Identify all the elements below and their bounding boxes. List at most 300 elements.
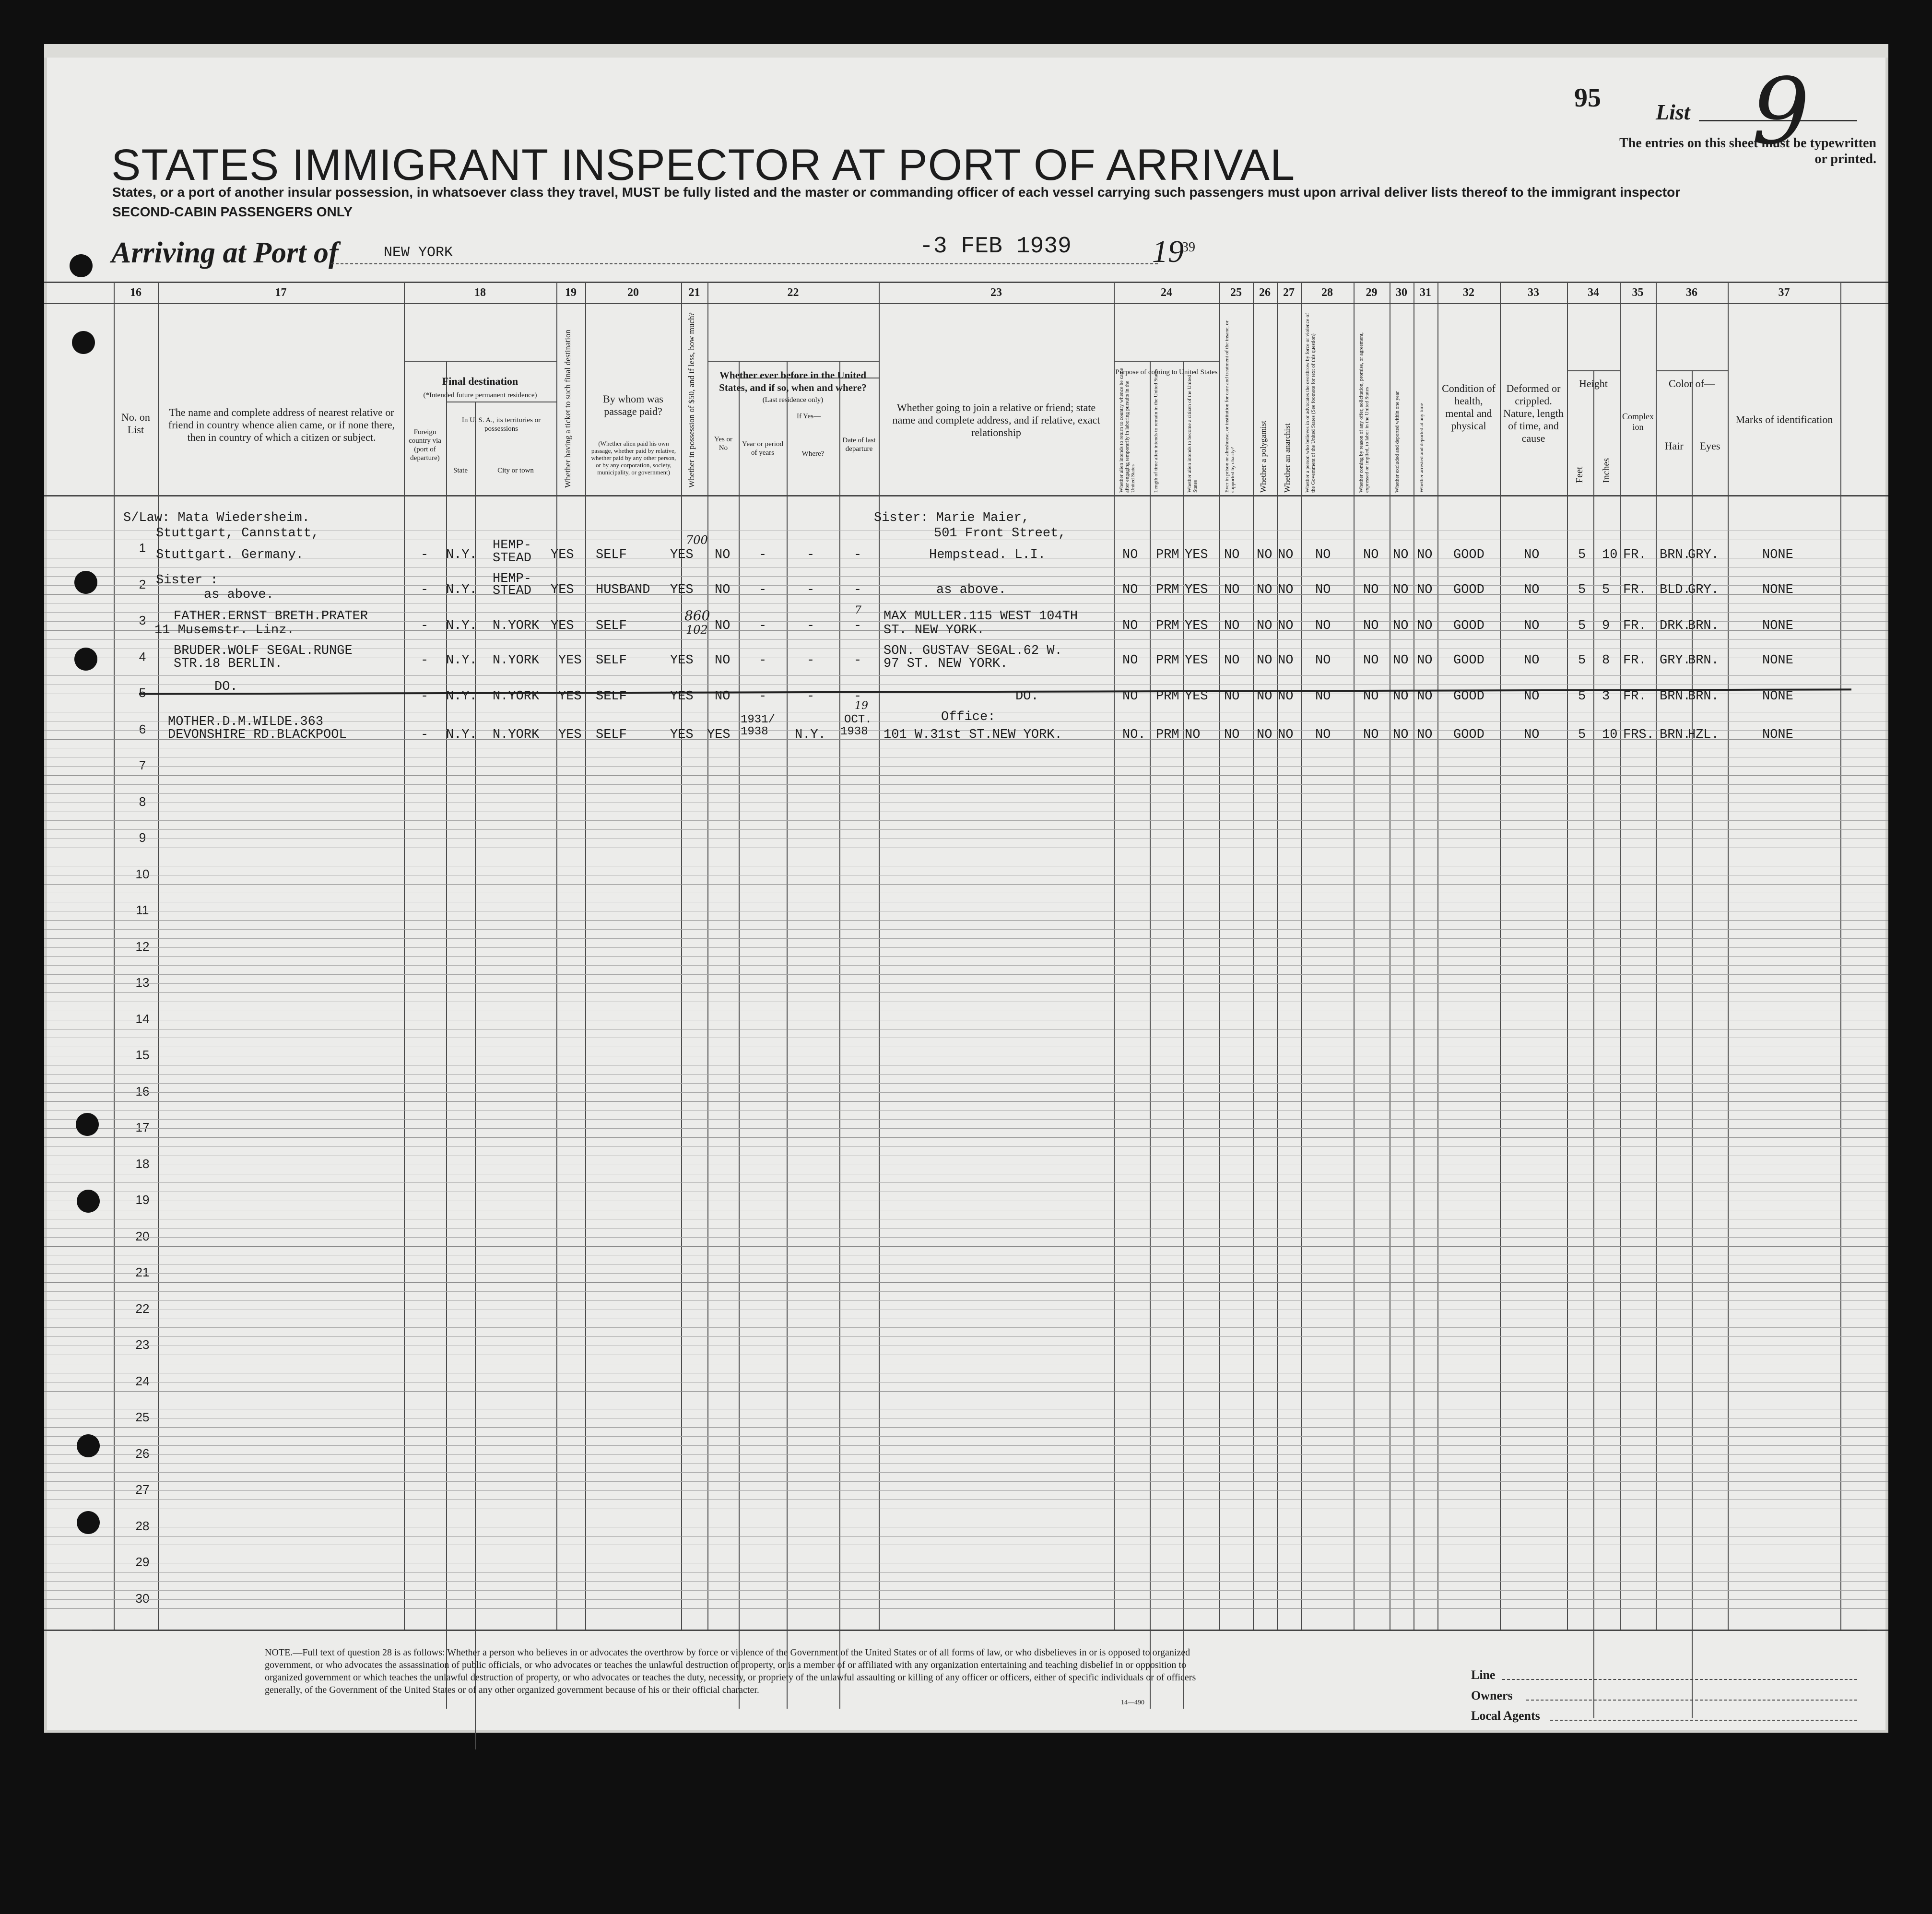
inches-value: 8	[1602, 653, 1610, 668]
row-number: 20	[135, 1229, 150, 1243]
state: N.Y.	[446, 619, 477, 633]
row-rule	[44, 1110, 1888, 1111]
q29-value: NO	[1363, 689, 1379, 704]
prison-value: NO	[1224, 619, 1240, 633]
column-number: 34	[1588, 286, 1599, 299]
deformed-value: NO	[1524, 548, 1540, 562]
money: YES	[670, 728, 694, 742]
q30-value: NO	[1393, 728, 1409, 742]
row-rule	[44, 1137, 1888, 1138]
state: N.Y.	[446, 583, 477, 597]
row-rule	[44, 1237, 1888, 1238]
prison-value: NO	[1224, 583, 1240, 597]
departure: -	[854, 548, 862, 562]
row-rule	[44, 1146, 1888, 1147]
returning-value: NO	[1122, 653, 1138, 668]
subheader-rule	[1656, 370, 1728, 371]
subheader-rule	[1567, 370, 1620, 371]
local-agents-signature-field[interactable]	[1550, 1720, 1857, 1721]
health-value: GOOD	[1453, 619, 1484, 633]
column-number: 18	[474, 286, 486, 299]
hair-value: BRN.	[1660, 728, 1691, 742]
column-rule	[446, 361, 447, 1709]
anarchist-value: NO	[1278, 689, 1294, 704]
header-yes-no: Yes or No	[714, 436, 733, 452]
column-number: 24	[1161, 286, 1172, 299]
column-number: 30	[1396, 286, 1407, 299]
polygamist-value: NO	[1257, 619, 1272, 633]
complexion-value: FR.	[1623, 689, 1647, 704]
line-signature-field[interactable]	[1502, 1679, 1857, 1680]
row-rule	[44, 920, 1888, 921]
table-top-rule	[44, 282, 1888, 283]
header-no-on-list: No. on List	[121, 411, 150, 436]
departure: OCT.	[844, 713, 872, 726]
q28-value: NO	[1315, 689, 1331, 704]
year-prefix: 19	[1152, 234, 1184, 269]
row-rule	[44, 1391, 1888, 1392]
column-number: 20	[627, 286, 639, 299]
prison-value: NO	[1224, 689, 1240, 704]
port-value: NEW YORK	[384, 245, 453, 261]
header-purpose: Purpose of coming to United States	[1115, 368, 1218, 376]
row-rule	[44, 1581, 1888, 1582]
header-feet: Feet	[1574, 466, 1585, 483]
row-rule	[44, 1481, 1888, 1482]
ticket: YES	[551, 548, 574, 562]
deformed-value: NO	[1524, 583, 1540, 597]
row-rule	[44, 1327, 1888, 1328]
header-by-whom-note: (Whether alien paid his own passage, whether paid by relative, whether paid by any other person, or by any corporation, society, municipality, or government)	[591, 440, 676, 476]
where: N.Y.	[795, 728, 826, 742]
q31-value: NO	[1417, 728, 1433, 742]
city: HEMP-	[493, 538, 532, 553]
q30-value: NO	[1393, 619, 1409, 633]
polygamist-value: NO	[1257, 548, 1272, 562]
row-rule	[44, 1427, 1888, 1428]
paid-by: SELF	[596, 653, 627, 668]
row-rule	[44, 820, 1888, 821]
column-rule	[1150, 361, 1151, 1709]
column-number: 17	[275, 286, 287, 299]
returning-value: NO	[1122, 689, 1138, 704]
row-rule	[44, 938, 1888, 939]
row-number: 29	[135, 1555, 150, 1569]
row-number: 16	[135, 1084, 150, 1099]
marks-value: NONE	[1762, 728, 1793, 742]
ticket: YES	[551, 619, 574, 633]
entries-note: The entries on this sheet must be typewritten or printed.	[1619, 136, 1876, 166]
header-city: City or town	[497, 467, 534, 474]
polygamist-value: NO	[1257, 728, 1272, 742]
q28-value: NO	[1315, 653, 1331, 668]
anarchist-value: NO	[1278, 619, 1294, 633]
departure: -	[854, 583, 862, 597]
marks-value: NONE	[1762, 583, 1793, 597]
form-title: STATES IMMIGRANT INSPECTOR AT PORT OF ARRIVAL	[111, 141, 1296, 189]
inches-value: 9	[1602, 619, 1610, 633]
row-rule	[44, 1608, 1888, 1609]
foreign-country: -	[421, 619, 429, 633]
foreign-country: -	[421, 653, 429, 668]
row-rule	[44, 1092, 1888, 1093]
header-purpose-citizen: Whether alien intends to become a citizen of the United States	[1187, 375, 1198, 493]
citizen-value: YES	[1185, 689, 1208, 704]
state: N.Y.	[446, 689, 477, 704]
paid-by: SELF	[596, 619, 627, 633]
relative-line: STR.18 BERLIN.	[174, 657, 283, 671]
row-number: 11	[136, 903, 149, 917]
money-note: 860	[684, 608, 710, 624]
joining-line: 97 ST. NEW YORK.	[884, 657, 1008, 671]
column-number: 23	[990, 286, 1002, 299]
row-number: 7	[139, 758, 146, 772]
binder-hole	[76, 1113, 99, 1136]
subheader-rule	[404, 361, 556, 362]
departure: -	[854, 619, 862, 633]
health-value: GOOD	[1453, 548, 1484, 562]
column-number: 25	[1230, 286, 1242, 299]
feet-value: 5	[1578, 728, 1586, 742]
column-rule	[739, 361, 740, 1709]
row-number: 8	[139, 794, 146, 809]
header-joining: Whether going to join a relative or friend; state name and complete address, and if relative, exact relationship	[892, 402, 1100, 438]
q29-value: NO	[1363, 728, 1379, 742]
row-rule	[44, 884, 1888, 885]
row-rule	[44, 1246, 1888, 1247]
row-rule	[44, 1282, 1888, 1283]
row-rule	[44, 784, 1888, 785]
where: -	[807, 548, 815, 562]
row-number: 22	[135, 1301, 150, 1316]
complexion-value: FR.	[1623, 653, 1647, 668]
row-number: 3	[139, 613, 146, 627]
polygamist-value: NO	[1257, 583, 1272, 597]
form-subtitle: States, or a port of another insular possession, in whatsoever class they travel, MUST be fully listed and the master or commanding officer of each vessel carrying such passengers must upon arrival deliver lists thereof to the immigrant inspector	[112, 185, 1681, 200]
row-rule	[44, 1119, 1888, 1120]
been-before: NO	[715, 583, 730, 597]
joining-line: 501 Front Street,	[934, 526, 1066, 541]
marks-value: NONE	[1762, 689, 1793, 704]
q29-value: NO	[1363, 653, 1379, 668]
header-purpose-length: Length of time alien intends to remain in the United States	[1153, 369, 1159, 493]
binder-hole	[77, 1434, 100, 1457]
ticket: YES	[558, 653, 582, 668]
header-inches: Inches	[1601, 458, 1612, 483]
column-number: 27	[1283, 286, 1295, 299]
foreign-country: -	[421, 583, 429, 597]
header-condition: Condition of health, mental and physical	[1442, 382, 1496, 432]
hair-value: GRY.	[1660, 653, 1691, 668]
row-number: 13	[135, 975, 150, 990]
row-number: 6	[139, 722, 146, 736]
citizen-value: NO	[1185, 728, 1201, 742]
sheet-top-strip	[44, 44, 1888, 58]
row-number: 14	[135, 1012, 150, 1026]
header-q30: Whether excluded and deported within one year	[1394, 391, 1400, 493]
row-number: 1	[139, 541, 146, 555]
column-rule	[475, 402, 476, 1749]
anarchist-value: NO	[1278, 583, 1294, 597]
header-in-usa: In U. S. A., its territories or possessions	[461, 416, 541, 433]
row-rule	[44, 1074, 1888, 1075]
hair-value: BRN.	[1660, 689, 1691, 704]
length-value: PRM	[1156, 728, 1179, 742]
q31-value: NO	[1417, 583, 1433, 597]
departure: -	[854, 653, 862, 668]
paid-by: SELF	[596, 728, 627, 742]
money-note: 102	[686, 623, 708, 637]
owners-label: Owners	[1471, 1689, 1513, 1702]
row-rule	[44, 983, 1888, 984]
state: N.Y.	[446, 728, 477, 742]
relative-line: Stuttgart, Cannstatt,	[156, 526, 319, 541]
header-final-destination-note: (*Intended future permanent residence)	[423, 391, 537, 399]
q29-value: NO	[1363, 583, 1379, 597]
eyes-value: GRY.	[1688, 548, 1719, 562]
sheet-number: 95	[1574, 83, 1601, 113]
header-ever-before: Whether ever before in the United States, and if so, when and where?	[719, 369, 867, 393]
row-number: 4	[139, 650, 146, 664]
binder-hole	[72, 331, 95, 354]
eyes-value: GRY.	[1688, 583, 1719, 597]
health-value: GOOD	[1453, 583, 1484, 597]
column-number: 37	[1778, 286, 1790, 299]
foreign-country: -	[421, 728, 429, 742]
row-rule	[44, 1101, 1888, 1102]
joining-line: ST. NEW YORK.	[884, 623, 985, 638]
column-rule	[1183, 361, 1184, 1709]
deformed-value: NO	[1524, 653, 1540, 668]
row-rule	[44, 1472, 1888, 1473]
complexion-value: FR.	[1623, 583, 1647, 597]
header-if-yes: If Yes—	[796, 413, 821, 420]
q31-value: NO	[1417, 653, 1433, 668]
row-rule	[44, 1590, 1888, 1591]
joining-line: DO.	[1015, 689, 1039, 704]
departure-note: 19	[855, 700, 868, 712]
row-rule	[44, 1128, 1888, 1129]
subheader-rule	[707, 361, 879, 362]
q30-value: NO	[1393, 583, 1409, 597]
header-by-whom: By whom was passage paid?	[603, 393, 663, 417]
row-number: 15	[135, 1048, 150, 1062]
paid-by: SELF	[596, 548, 627, 562]
period: -	[759, 583, 767, 597]
header-nearest-relative: The name and complete address of nearest relative or friend in country whence alien came, or if none there, then in country of which a citizen or subject.	[168, 406, 395, 443]
header-eyes: Eyes	[1699, 440, 1720, 452]
period: 1931/	[741, 713, 776, 726]
column-number: 21	[688, 286, 700, 299]
departure-note: 7	[855, 604, 861, 616]
foreign-country: -	[421, 689, 429, 704]
q28-value: NO	[1315, 548, 1331, 562]
been-before: NO	[715, 689, 730, 704]
date-line	[850, 263, 1158, 264]
city: STEAD	[493, 551, 532, 566]
header-anarchist: Whether an anarchist	[1283, 423, 1292, 493]
row-rule	[44, 1273, 1888, 1274]
been-before: NO	[715, 619, 730, 633]
citizen-value: YES	[1185, 583, 1208, 597]
inches-value: 5	[1602, 583, 1610, 597]
manifest-sheet	[44, 44, 1888, 1733]
period: -	[759, 689, 767, 704]
eyes-value: HZL.	[1688, 728, 1719, 742]
row-number: 17	[135, 1120, 150, 1134]
relative-line: 11 Musemstr. Linz.	[154, 623, 295, 638]
q31-value: NO	[1417, 619, 1433, 633]
where: -	[807, 653, 815, 668]
column-rule	[839, 361, 840, 1709]
column-number: 36	[1686, 286, 1697, 299]
row-rule	[44, 1599, 1888, 1600]
header-foreign-country: Foreign country via (port of departure)	[409, 428, 441, 462]
ticket: YES	[551, 583, 574, 597]
column-number: 35	[1632, 286, 1644, 299]
list-label: List	[1656, 100, 1690, 124]
money-note: 700	[686, 533, 708, 547]
header-purpose-return: Whether alien intends to return to country whence he came after engaging temporarily in laboring pursuits in the United States	[1119, 368, 1136, 493]
marks-value: NONE	[1762, 653, 1793, 668]
row-number: 2	[139, 577, 146, 591]
form-subtitle-class: SECOND-CABIN PASSENGERS ONLY	[112, 204, 353, 219]
q29-value: NO	[1363, 619, 1379, 633]
binder-hole	[77, 1190, 100, 1213]
prison-value: NO	[1224, 548, 1240, 562]
departure: -	[854, 689, 862, 704]
row-number: 9	[139, 830, 146, 845]
row-rule	[44, 829, 1888, 830]
q28-value: NO	[1315, 728, 1331, 742]
column-number: 26	[1259, 286, 1271, 299]
marks-value: NONE	[1762, 619, 1793, 633]
column-rule	[787, 361, 788, 1709]
q30-value: NO	[1393, 689, 1409, 704]
paid-by: HUSBAND	[596, 583, 650, 597]
row-rule	[44, 965, 1888, 966]
binder-hole	[70, 254, 93, 277]
deformed-value: NO	[1524, 689, 1540, 704]
column-number-rule	[44, 303, 1888, 304]
row-number: 23	[135, 1337, 150, 1352]
state: N.Y.	[446, 653, 477, 668]
prison-value: NO	[1224, 728, 1240, 742]
complexion-value: FR.	[1623, 619, 1647, 633]
eyes-value: BRN.	[1688, 619, 1719, 633]
relative-line: as above.	[204, 588, 274, 602]
city: N.YORK	[493, 653, 540, 668]
row-rule	[44, 1300, 1888, 1301]
header-color-of: Color of—	[1669, 378, 1715, 390]
column-number: 16	[130, 286, 141, 299]
relative-line: MOTHER.D.M.WILDE.363	[168, 715, 324, 729]
header-year-period: Year or period of years	[742, 440, 783, 457]
ticket: YES	[558, 689, 582, 704]
row-number: 26	[135, 1446, 150, 1461]
header-possession: Whether in possession of $50, and if less, how much?	[687, 312, 696, 488]
foreign-country: -	[421, 548, 429, 562]
complexion-value: FR.	[1623, 548, 1647, 562]
period: -	[759, 548, 767, 562]
row-rule	[44, 793, 1888, 794]
relative-line: BRUDER.WOLF SEGAL.RUNGE	[174, 644, 353, 658]
column-number: 29	[1366, 286, 1378, 299]
row-rule	[44, 675, 1888, 676]
row-rule	[44, 1228, 1888, 1229]
money: YES	[670, 583, 694, 597]
joining-line: Office:	[941, 710, 996, 724]
row-rule	[44, 1490, 1888, 1491]
row-rule	[44, 775, 1888, 776]
citizen-value: YES	[1185, 653, 1208, 668]
length-value: PRM	[1156, 619, 1179, 633]
arrival-date-stamp: -3 FEB 1939	[919, 234, 1072, 260]
returning-value: NO.	[1122, 728, 1146, 742]
local-agents-label: Local Agents	[1471, 1709, 1540, 1723]
header-state: State	[453, 467, 468, 474]
port-line	[331, 263, 872, 264]
complexion-value: FRS.	[1623, 728, 1654, 742]
inches-value: 10	[1602, 728, 1618, 742]
anarchist-value: NO	[1278, 728, 1294, 742]
joining-line: MAX MULLER.115 WEST 104TH	[884, 609, 1078, 624]
ticket: YES	[558, 728, 582, 742]
row-number: 18	[135, 1157, 150, 1171]
relative-line: S/Law: Mata Wiedersheim.	[123, 511, 310, 525]
column-rule	[1692, 370, 1693, 1718]
q31-value: NO	[1417, 689, 1433, 704]
binder-hole	[74, 648, 97, 671]
city: N.YORK	[493, 728, 540, 742]
relative-line: Sister :	[156, 573, 218, 588]
citizen-value: YES	[1185, 548, 1208, 562]
row-number: 21	[135, 1265, 150, 1279]
header-prison: Ever in prison or almshouse, or institution for care and treatment of the insane, or supported by charity?	[1224, 320, 1236, 493]
city: N.YORK	[493, 619, 540, 633]
where: -	[807, 689, 815, 704]
joining-line: as above.	[936, 583, 1006, 597]
relative-line: FATHER.ERNST BRETH.PRATER	[174, 609, 368, 624]
length-value: PRM	[1156, 548, 1179, 562]
joining-line: Sister: Marie Maier,	[874, 511, 1030, 525]
year-suffix: 39	[1182, 240, 1195, 255]
hair-value: BRN.	[1660, 548, 1691, 562]
been-before: YES	[707, 728, 730, 742]
anarchist-value: NO	[1278, 653, 1294, 668]
column-number: 33	[1528, 286, 1539, 299]
header-deformed: Deformed or crippled. Nature, length of time, and cause	[1503, 382, 1564, 444]
health-value: GOOD	[1453, 653, 1484, 668]
row-rule	[44, 766, 1888, 767]
row-number: 10	[135, 867, 150, 881]
question-28-note: NOTE.—Full text of question 28 is as follows: Whether a person who believes in or advocates the overthrow by force or violence of the Government of the United States or of all forms of law, or who disbelieves in or is opposed to organized government, or who advocates the assassination of public officials, or who advocates or teaches the unlawful destruction of property, or is a member of or affiliated with any organization entertaining and teaching disbelief in or opposition to organized government or which teaches the unlawful destruction of property, or who advocates or teaches the duty, necessity, or propriety of the unlawful assaulting or killing of any officer or officers, either of specific individuals or of officers generally, of the Government of the United States or of any other organized government because of his or their official character.	[265, 1647, 1196, 1695]
q30-value: NO	[1393, 548, 1409, 562]
period: -	[759, 619, 767, 633]
header-ticket: Whether having a ticket to such final destination	[563, 330, 572, 488]
q28-value: NO	[1315, 619, 1331, 633]
length-value: PRM	[1156, 689, 1179, 704]
polygamist-value: NO	[1257, 689, 1272, 704]
list-number: 9	[1752, 59, 1810, 165]
row-rule	[44, 974, 1888, 975]
column-number: 32	[1463, 286, 1474, 299]
where: -	[807, 583, 815, 597]
inches-value: 3	[1602, 689, 1610, 704]
owners-signature-field[interactable]	[1526, 1700, 1857, 1701]
header-complexion: Complexion	[1622, 412, 1654, 432]
city: HEMP-	[493, 572, 532, 586]
